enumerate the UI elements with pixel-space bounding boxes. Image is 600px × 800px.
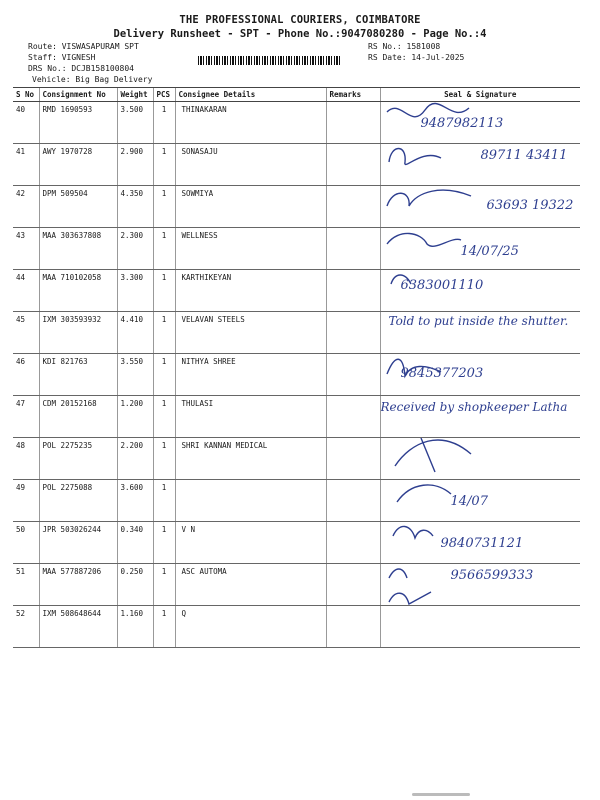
table-row xyxy=(13,480,580,522)
cell-consignment: CDM 20152168 xyxy=(39,396,117,438)
rs-number: RS No.: 1581008 xyxy=(368,42,441,51)
col-sno: S No xyxy=(13,88,39,102)
cell-consignee: V N xyxy=(175,522,326,564)
cell-sno: 51 xyxy=(13,564,39,606)
cell-pcs: 1 xyxy=(153,354,175,396)
cell-consignee: VELAVAN STEELS xyxy=(175,312,326,354)
staff-label: Staff: VIGNESH xyxy=(28,53,96,62)
cell-signature xyxy=(380,312,580,354)
cell-sno: 47 xyxy=(13,396,39,438)
handwritten-note: 6383001110 xyxy=(400,278,484,293)
cell-consignment: IXM 303593932 xyxy=(39,312,117,354)
cell-consignee: THINAKARAN xyxy=(175,102,326,144)
cell-remarks xyxy=(326,564,380,606)
cell-weight: 1.160 xyxy=(117,606,153,648)
table-row xyxy=(13,354,580,396)
table-row xyxy=(13,312,580,354)
cell-weight: 0.340 xyxy=(117,522,153,564)
cell-consignee: NITHYA SHREE xyxy=(175,354,326,396)
footer-mark xyxy=(412,793,470,796)
cell-consignment: MAA 303637808 xyxy=(39,228,117,270)
col-pcs: PCS xyxy=(153,88,175,102)
table-row xyxy=(13,606,580,648)
cell-sno: 45 xyxy=(13,312,39,354)
cell-consignee: Q xyxy=(175,606,326,648)
col-consignment: Consignment No xyxy=(39,88,117,102)
cell-consignment: MAA 577887206 xyxy=(39,564,117,606)
table-row xyxy=(13,564,580,606)
cell-remarks xyxy=(326,522,380,564)
handwritten-note: 14/07 xyxy=(450,494,488,509)
table-header-row xyxy=(13,88,580,102)
table-row xyxy=(13,438,580,480)
cell-consignee: SHRI KANNAN MEDICAL xyxy=(175,438,326,480)
cell-weight: 3.600 xyxy=(117,480,153,522)
table-row xyxy=(13,522,580,564)
cell-pcs: 1 xyxy=(153,396,175,438)
cell-remarks xyxy=(326,354,380,396)
cell-remarks xyxy=(326,144,380,186)
signature-scribble xyxy=(381,144,491,186)
cell-consignee: ASC AUTOMA xyxy=(175,564,326,606)
cell-consignee: SONASAJU xyxy=(175,144,326,186)
cell-weight: 1.200 xyxy=(117,396,153,438)
cell-consignee: THULASI xyxy=(175,396,326,438)
table-row xyxy=(13,228,580,270)
cell-consignment: POL 2275088 xyxy=(39,480,117,522)
cell-remarks xyxy=(326,270,380,312)
cell-consignment: POL 2275235 xyxy=(39,438,117,480)
cell-remarks xyxy=(326,438,380,480)
cell-remarks xyxy=(326,186,380,228)
cell-signature xyxy=(380,480,580,522)
cell-sno: 46 xyxy=(13,354,39,396)
cell-weight: 4.350 xyxy=(117,186,153,228)
cell-sno: 52 xyxy=(13,606,39,648)
handwritten-note: 9566599333 xyxy=(450,568,534,583)
handwritten-note: 9845377203 xyxy=(400,366,484,381)
col-consignee: Consignee Details xyxy=(175,88,326,102)
cell-pcs: 1 xyxy=(153,270,175,312)
route-info xyxy=(28,41,152,85)
col-signature: Seal & Signature xyxy=(380,88,580,102)
cell-signature xyxy=(380,438,580,480)
cell-pcs: 1 xyxy=(153,228,175,270)
cell-signature xyxy=(380,522,580,564)
cell-consignment: KDI 821763 xyxy=(39,354,117,396)
cell-signature xyxy=(380,354,580,396)
handwritten-note: 63693 19322 xyxy=(486,198,574,213)
cell-consignment: IXM 508648644 xyxy=(39,606,117,648)
cell-consignment: RMD 1690593 xyxy=(39,102,117,144)
cell-weight: 3.300 xyxy=(117,270,153,312)
runsheet-title: Delivery Runsheet - SPT - Phone No.:9047080280 - Page No.:4 xyxy=(113,28,487,40)
rs-info xyxy=(368,41,464,63)
rs-date: RS Date: 14-Jul-2025 xyxy=(368,53,465,62)
cell-weight: 0.250 xyxy=(117,564,153,606)
delivery-table xyxy=(13,87,580,648)
vehicle-label: Vehicle: Big Bag Delivery xyxy=(32,75,153,84)
handwritten-note: 9840731121 xyxy=(440,536,524,551)
cell-remarks xyxy=(326,606,380,648)
cell-signature xyxy=(380,228,580,270)
col-remarks: Remarks xyxy=(326,88,380,102)
cell-sno: 42 xyxy=(13,186,39,228)
cell-consignee: KARTHIKEYAN xyxy=(175,270,326,312)
cell-weight: 2.300 xyxy=(117,228,153,270)
cell-pcs: 1 xyxy=(153,480,175,522)
handwritten-note: 89711 43411 xyxy=(480,148,568,163)
signature-scribble xyxy=(381,186,491,228)
cell-consignment: MAA 710102058 xyxy=(39,270,117,312)
cell-consignment: JPR 503026244 xyxy=(39,522,117,564)
cell-consignee: SOWMIYA xyxy=(175,186,326,228)
cell-remarks xyxy=(326,480,380,522)
cell-signature xyxy=(380,102,580,144)
cell-consignee: WELLNESS xyxy=(175,228,326,270)
cell-signature xyxy=(380,564,580,606)
cell-signature xyxy=(380,186,580,228)
table-row xyxy=(13,144,580,186)
handwritten-note: 9487982113 xyxy=(420,116,504,131)
cell-consignment: AWY 1970728 xyxy=(39,144,117,186)
cell-pcs: 1 xyxy=(153,312,175,354)
cell-sno: 43 xyxy=(13,228,39,270)
handwritten-note: Received by shopkeeper Latha xyxy=(380,400,568,414)
table-row xyxy=(13,102,580,144)
barcode xyxy=(198,56,340,65)
col-weight: Weight xyxy=(117,88,153,102)
drs-label: DRS No.: DCJB158100804 xyxy=(28,64,134,73)
cell-signature xyxy=(380,144,580,186)
table-row xyxy=(13,270,580,312)
company-name: THE PROFESSIONAL COURIERS, COIMBATORE xyxy=(179,14,421,26)
cell-pcs: 1 xyxy=(153,606,175,648)
handwritten-note: 14/07/25 xyxy=(460,244,519,259)
cell-signature xyxy=(380,270,580,312)
handwritten-note: Told to put inside the shutter. xyxy=(388,314,569,328)
cell-pcs: 1 xyxy=(153,522,175,564)
route-label: Route: VISWASAPURAM SPT xyxy=(28,42,139,51)
cell-pcs: 1 xyxy=(153,438,175,480)
cell-remarks xyxy=(326,228,380,270)
cell-consignee xyxy=(175,480,326,522)
table-row xyxy=(13,186,580,228)
cell-remarks xyxy=(326,312,380,354)
cell-sno: 44 xyxy=(13,270,39,312)
cell-weight: 3.500 xyxy=(117,102,153,144)
cell-consignment: DPM 509504 xyxy=(39,186,117,228)
cell-pcs: 1 xyxy=(153,186,175,228)
table-row xyxy=(13,396,580,438)
cell-weight: 2.900 xyxy=(117,144,153,186)
cell-signature xyxy=(380,606,580,648)
cell-signature xyxy=(380,396,580,438)
cell-sno: 48 xyxy=(13,438,39,480)
cell-weight: 3.550 xyxy=(117,354,153,396)
cell-remarks xyxy=(326,102,380,144)
cell-weight: 4.410 xyxy=(117,312,153,354)
cell-pcs: 1 xyxy=(153,564,175,606)
cell-pcs: 1 xyxy=(153,144,175,186)
cell-pcs: 1 xyxy=(153,102,175,144)
cell-sno: 50 xyxy=(13,522,39,564)
cell-sno: 40 xyxy=(13,102,39,144)
cell-remarks xyxy=(326,396,380,438)
cell-sno: 41 xyxy=(13,144,39,186)
cell-sno: 49 xyxy=(13,480,39,522)
cell-weight: 2.200 xyxy=(117,438,153,480)
signature-scribble xyxy=(381,438,491,480)
